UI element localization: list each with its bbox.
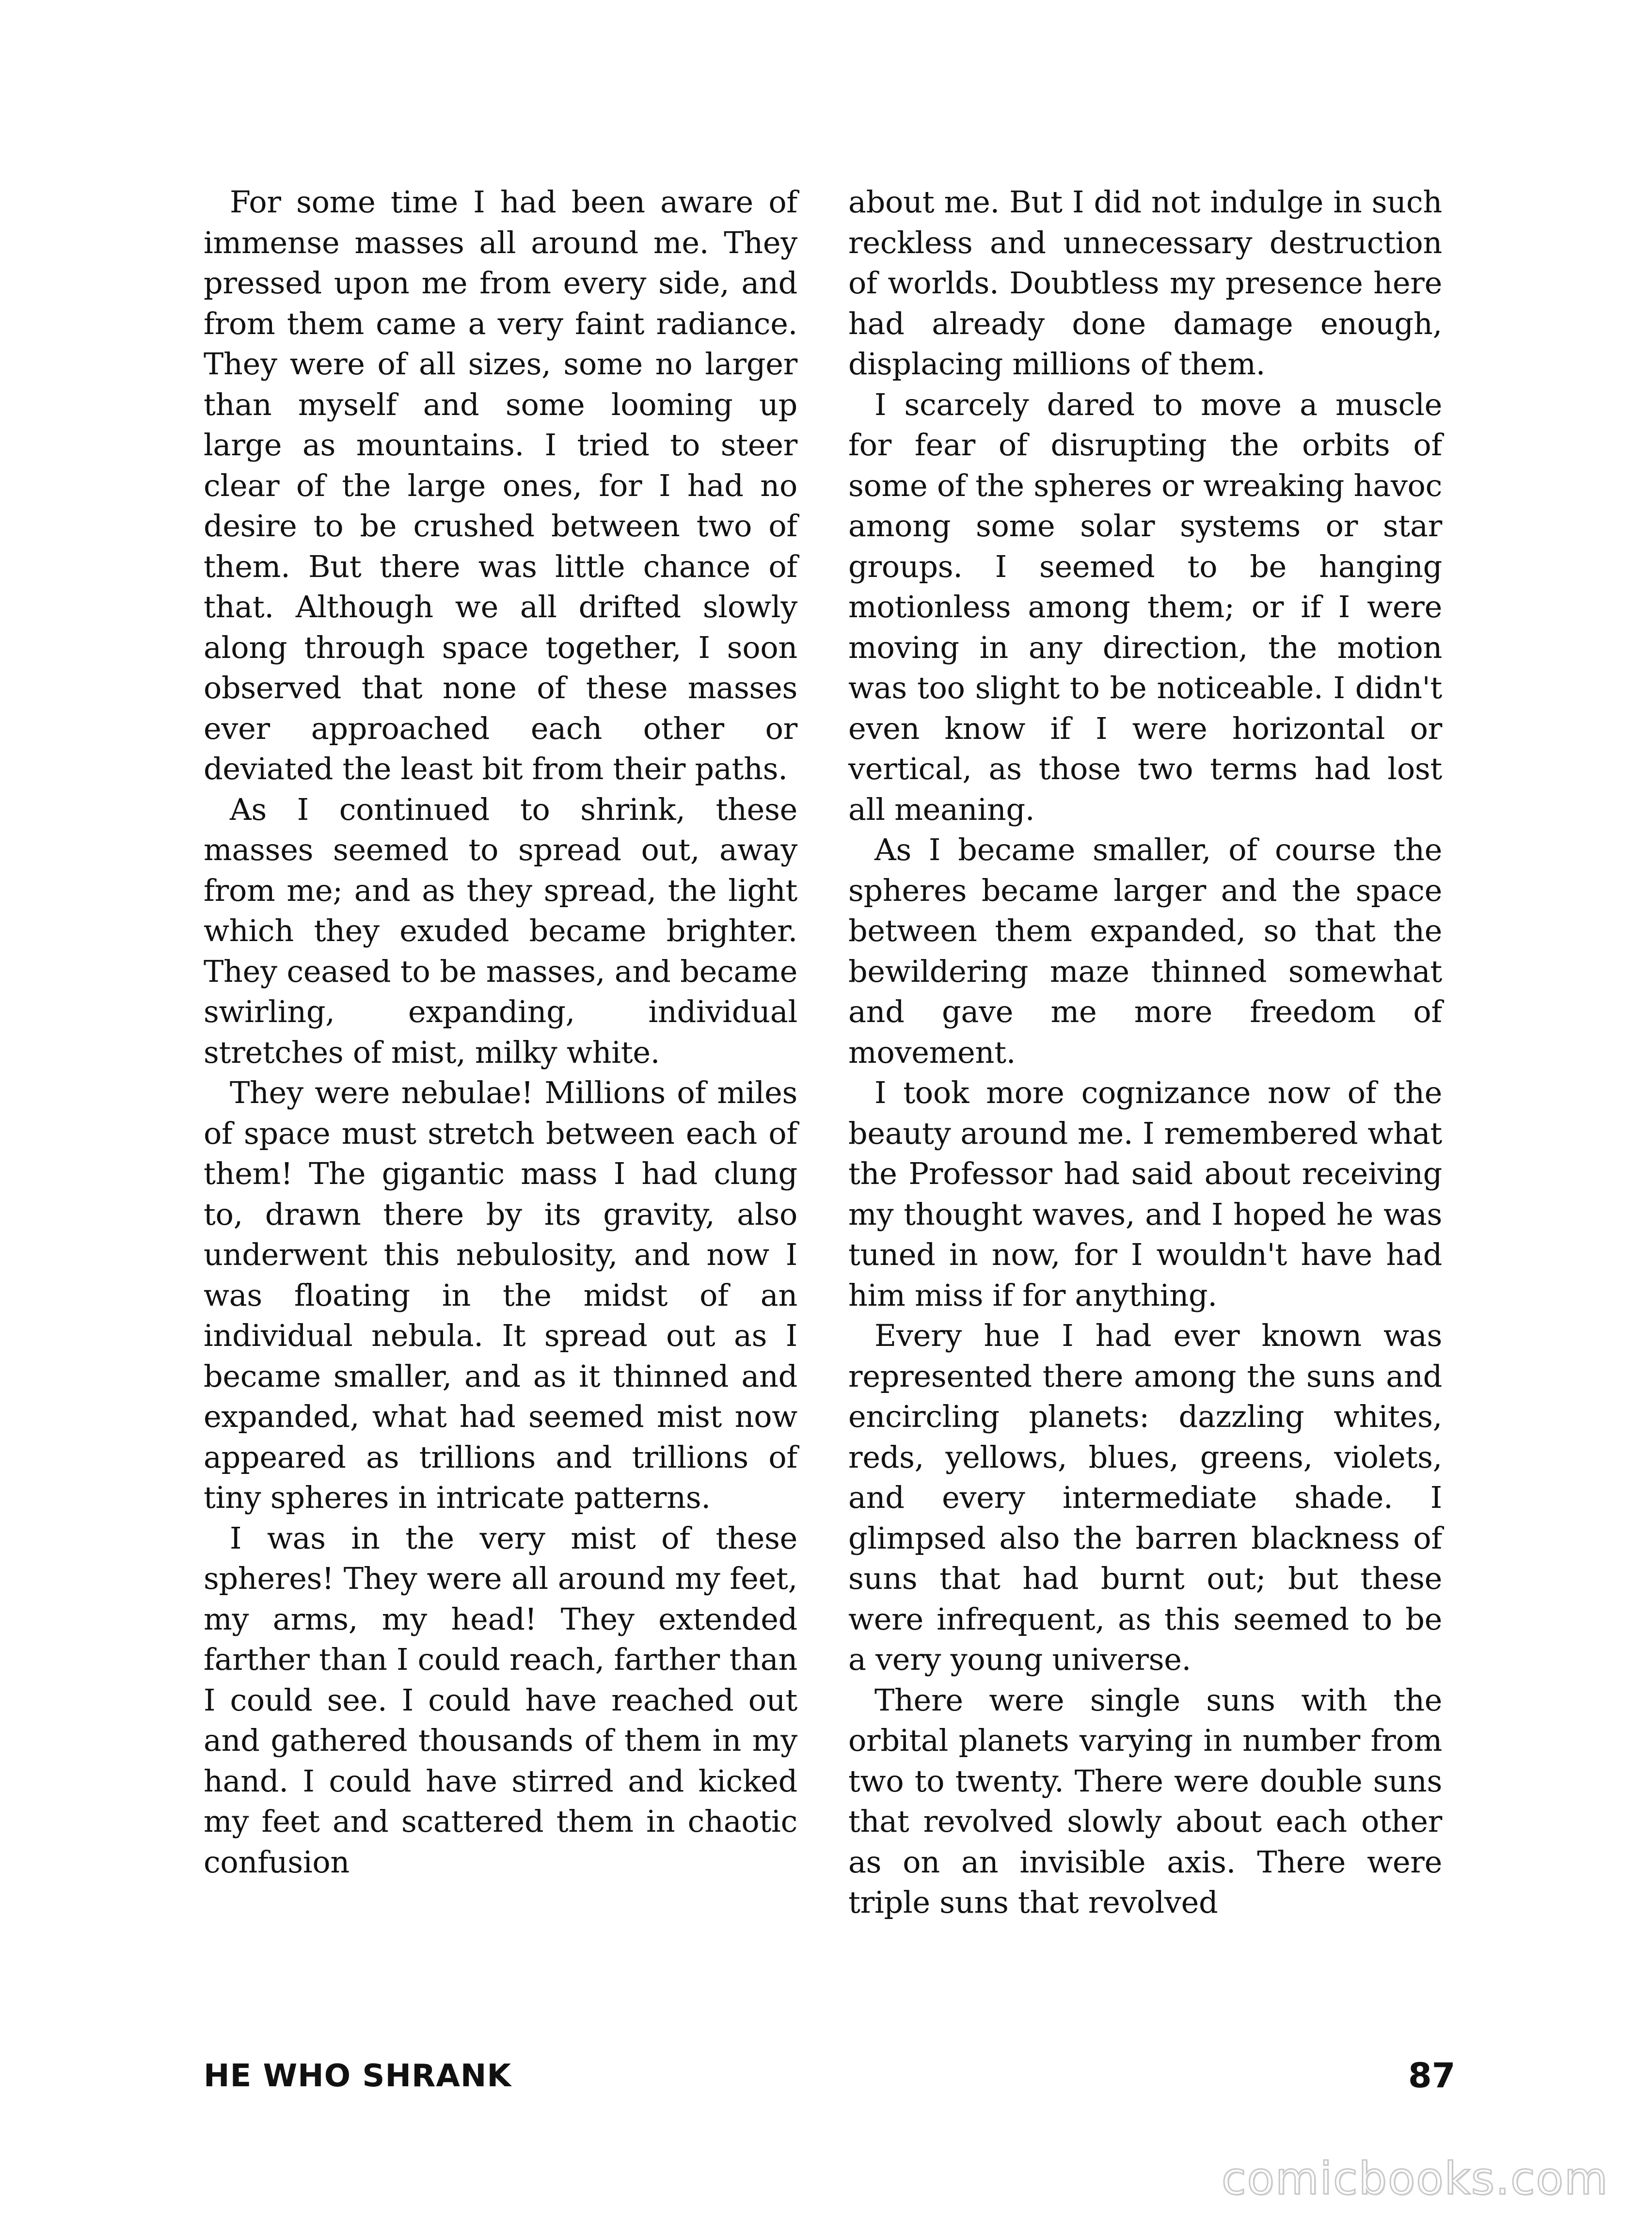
page-number: 87 — [1408, 2056, 1456, 2095]
paragraph: I was in the very mist of these spheres! They were all around my feet, my arms, my head! They extended farther than I could reach, farther than I could see. I could have reached out and gathered thousands of them in my hand. I could have stirred and kicked my feet and scattered them in chaotic confusion — [204, 1520, 797, 1880]
paragraph: I took more cognizance now of the beauty around me. I remembered what the Professor had said about receiving my thought waves, and I hoped he was tuned in now, for I wouldn't have had him miss if for anything. — [848, 1075, 1442, 1313]
paragraph: They were nebulae! Millions of miles of space must stretch between each of them! The gigantic mass I had clung to, drawn there by its gravity, also underwent this nebulosity, and now I was floating in the midst of an individual nebula. It spread out as I became smaller, and as it thinned and expanded, what had seemed mist now appeared as trillions and trillions of tiny spheres in intricate patterns. — [204, 1075, 797, 1515]
paragraph: Every hue I had ever known was represented there among the suns and encircling planets: dazzling whites, reds, yellows, blues, greens, violets, and every intermediate shade. I glimpsed also the barren blackness of suns that had burnt out; but these were infrequent, as this seemed to be a very young universe. — [848, 1318, 1442, 1677]
left-text-column — [204, 182, 797, 1882]
paragraph-continued: about me. But I did not indulge in such reckless and unnecessary destruction of worlds. Doubtless my presence here had already done damage enough, displacing millions of them. — [848, 184, 1442, 382]
watermark: comicbooks.com — [1222, 2153, 1609, 2205]
paragraph: For some time I had been aware of immense masses all around me. They pressed upon me from every side, and from them came a very faint radiance. They were of all sizes, some no larger than myself and some looming up large as mountains. I tried to steer clear of the large ones, for I had no desire to be crushed between two of them. But there was little chance of that. Although we all drifted slowly along through space together, I soon observed that none of these masses ever approached each other or deviated the least bit from their paths. — [204, 184, 797, 786]
running-footer-title: HE WHO SHRANK — [204, 2058, 512, 2094]
paragraph: As I continued to shrink, these masses seemed to spread out, away from me; and as they spread, the light which they exuded became brighter. They ceased to be masses, and became swirling, expanding, individual stretches of mist, milky white. — [204, 791, 797, 1070]
paragraph: As I became smaller, of course the spheres became larger and the space between them expanded, so that the bewildering maze thinned somewhat and gave me more freedom of movement. — [848, 832, 1442, 1070]
paragraph: I scarcely dared to move a muscle for fear of disrupting the orbits of some of the spheres or wreaking havoc among some solar systems or star groups. I seemed to be hanging motionless among them; or if I were moving in any direction, the motion was too slight to be noticeable. I didn't even know if I were horizontal or vertical, as those two terms had lost all meaning. — [848, 386, 1442, 827]
paragraph: There were single suns with the orbital planets varying in number from two to twenty. There were double suns that revolved slowly about each other as on an invisible axis. There were triple suns that revolved — [848, 1682, 1442, 1920]
right-text-column — [848, 182, 1442, 1923]
